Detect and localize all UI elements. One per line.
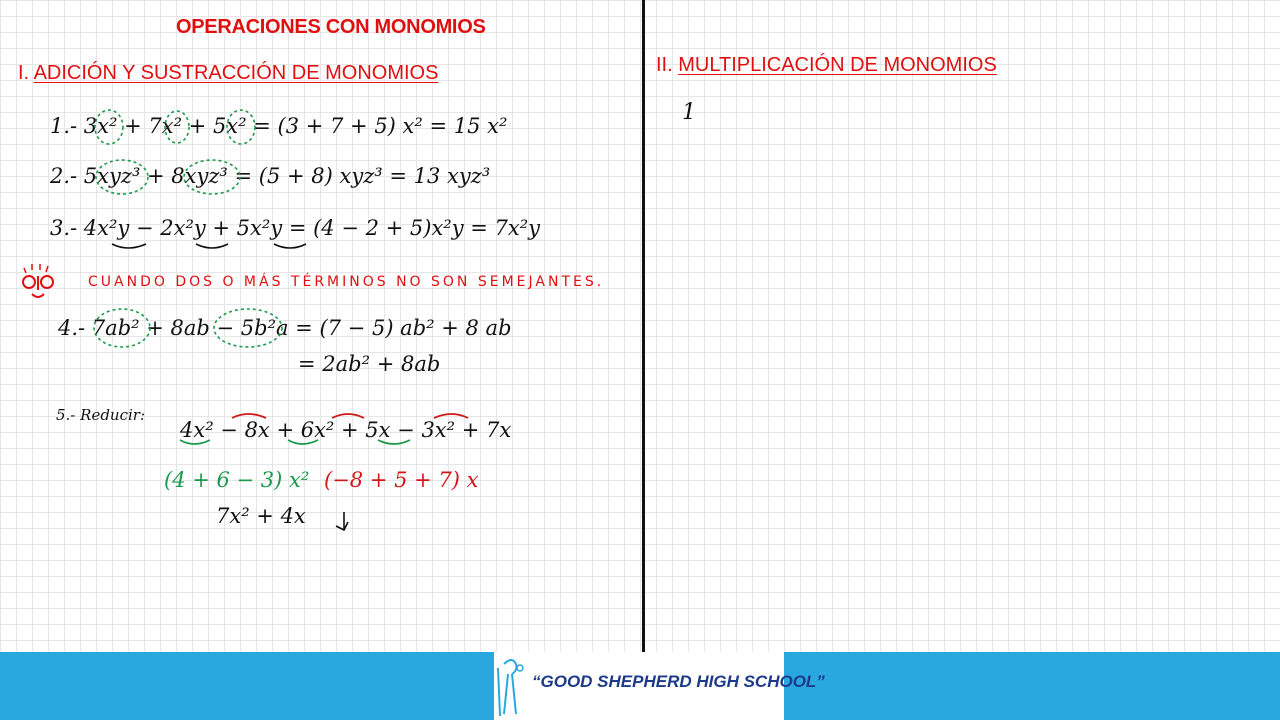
note-text: CUANDO DOS O MÁS TÉRMINOS NO SON SEMEJANTES.	[88, 274, 605, 290]
term-overline	[232, 414, 266, 418]
equation-1: 1.- 3x² + 7x² + 5x² = (3 + 7 + 5) x² = 15 x²	[50, 114, 508, 138]
term-underline	[378, 440, 410, 444]
page-title: OPERACIONES CON MONOMIOS	[176, 16, 486, 38]
term-underline	[112, 244, 146, 248]
term-circle	[214, 309, 282, 347]
term-circle	[165, 111, 189, 143]
term-circle	[227, 110, 255, 144]
equation-4-line-2: = 2ab² + 8ab	[298, 352, 441, 376]
term-overline	[434, 414, 468, 418]
equation-2: 2.- 5xyz³ + 8xyz³ = (5 + 8) xyz³ = 13 xyz³	[50, 164, 491, 188]
equation-5-red-group: (−8 + 5 + 7) x	[324, 468, 479, 492]
term-circle	[95, 110, 123, 144]
term-underline	[288, 440, 318, 444]
term-underline	[180, 440, 210, 444]
shepherd-logo-icon	[494, 654, 528, 718]
section-2-item-number: 1	[682, 100, 696, 125]
section-1-label: ADICIÓN Y SUSTRACCIÓN DE MONOMIOS	[33, 62, 439, 84]
term-circle	[184, 160, 240, 194]
section-1-number: I.	[18, 62, 30, 84]
term-circle	[94, 309, 150, 347]
equation-4-line-1: 4.- 7ab² + 8ab − 5b²a = (7 − 5) ab² + 8 ab	[58, 316, 512, 340]
equation-3: 3.- 4x²y − 2x²y + 5x²y = (4 − 2 + 5)x²y = 7x²y	[50, 216, 541, 240]
equation-5-expression: 4x² − 8x + 6x² + 5x − 3x² + 7x	[180, 418, 512, 442]
section-2-number: II.	[656, 54, 673, 76]
term-circle	[96, 160, 148, 194]
equation-5-label: 5.- Reducir:	[56, 406, 146, 424]
school-name: “GOOD SHEPHERD HIGH SCHOOL”	[532, 672, 825, 691]
equation-5-green-group: (4 + 6 − 3) x²	[164, 468, 310, 492]
equation-5-result: 7x² + 4x	[216, 504, 306, 528]
term-overline	[332, 414, 364, 418]
section-2-label: MULTIPLICACIÓN DE MONOMIOS	[678, 54, 997, 76]
term-underline	[196, 244, 228, 248]
term-underline	[274, 244, 306, 248]
pen-cursor-icon	[336, 512, 348, 530]
